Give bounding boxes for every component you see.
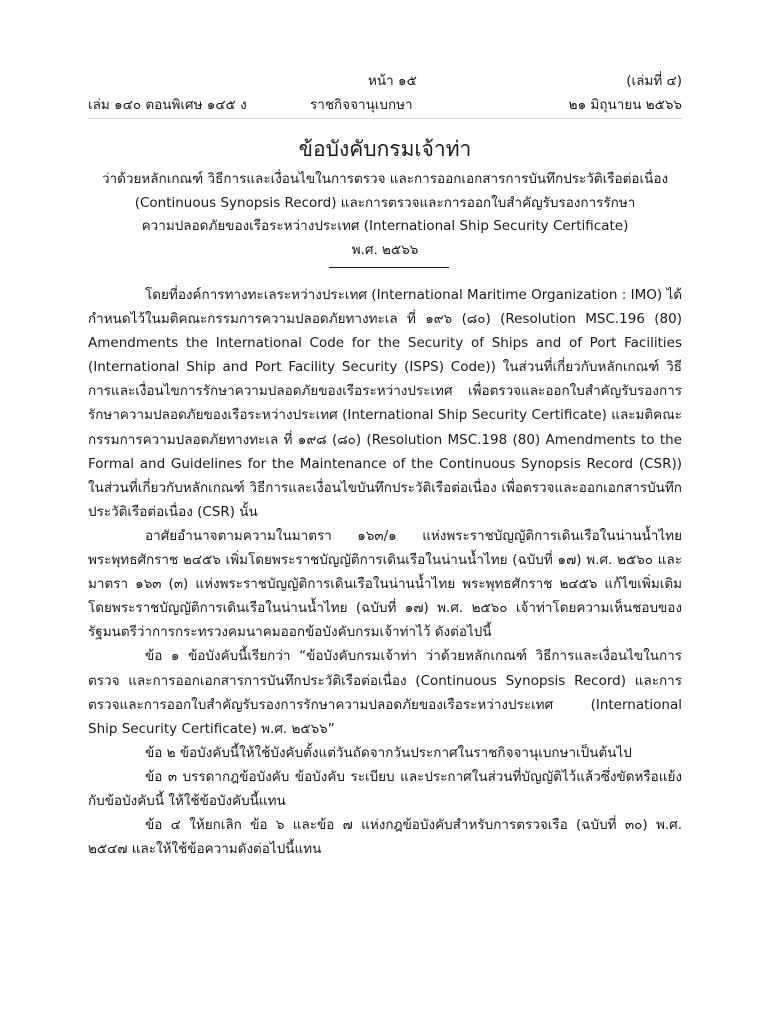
gazette-name: ราชกิจจานุเบกษา bbox=[310, 97, 413, 113]
document-subtitle bbox=[88, 168, 682, 262]
header-row-top bbox=[88, 70, 682, 92]
clause-1: ข้อ ๑ ข้อบังคับนี้เรียกว่า “ข้อบังคับกรมเจ้าท่า ว่าด้วยหลักเกณฑ์ วิธีการและเงื่อนไขในการตรวจ และการออกเอกสารการบันทึกประวัติเรือต่อเนื่อง (Continuous Synopsis Record) และการตรวจและการออกใบสำคัญรับรองการรักษาความปลอดภัยของเรือระหว่างประเทศ (International Ship Security Certificate) พ.ศ. ๒๕๖๖” bbox=[88, 648, 682, 737]
subtitle-line: (Continuous Synopsis Record) และการตรวจและการออกใบสำคัญรับรองการรักษา bbox=[134, 194, 636, 211]
subtitle-line: ว่าด้วยหลักเกณฑ์ วิธีการและเงื่อนไขในการตรวจ และการออกเอกสารการบันทึกประวัติเรือต่อเนื่อง bbox=[101, 171, 669, 187]
subtitle-line: ความปลอดภัยของเรือระหว่างประเทศ (International Ship Security Certificate) bbox=[141, 218, 629, 234]
volume-issue: เล่ม ๑๔๐ ตอนพิเศษ ๑๔๕ ง bbox=[88, 97, 247, 113]
clause-4: ข้อ ๔ ให้ยกเลิก ข้อ ๖ และข้อ ๗ แห่งกฎข้อบังคับสำหรับการตรวจเรือ (ฉบับที่ ๓๐) พ.ศ. ๒๕๔๗ และให้ใช้ข้อความดังต่อไปนี้แทน bbox=[88, 817, 682, 858]
clause-3: ข้อ ๓ บรรดากฎข้อบังคับ ข้อบังคับ ระเบียบ และประกาศในส่วนที่บัญญัติไว้แล้วซึ่งขัดหรือแย้งกับข้อบังคับนี้ ให้ใช้ข้อบังคับนี้แทน bbox=[88, 768, 682, 809]
preamble-paragraph: โดยที่องค์การทางทะเลระหว่างประเทศ (International Maritime Organization : IMO) ได้กำหนดไว้ในมติคณะกรรมการความปลอดภัยทางทะเล ที่ ๑๙๖ (๘๐) (Resolution MSC.196 (80) Amendments the International Code for the Security of Ships and of Port Facilities (International Ship and Port Facility Security (ISPS) Code)) ในส่วนที่เกี่ยวกับหลักเกณฑ์ วิธีการและเงื่อนไขการรักษาความปลอดภัยของเรือระหว่างประเทศ เพื่อตรวจและออกใบสำคัญรับรองการรักษาความปลอดภัยของเรือระหว่างประเทศ (International Ship Security Certificate) และมติคณะกรรมการความปลอดภัยทางทะเล ที่ ๑๙๘ (๘๐) (Resolution MSC.198 (80) Amendments to the Formal and Guidelines for the Maintenance of the Continuous Synopsis Record (CSR)) ในส่วนที่เกี่ยวกับหลักเกณฑ์ วิธีการและเงื่อนไขบันทึกประวัติเรือต่อเนื่อง เพื่อตรวจและออกเอกสารบันทึกประวัติเรือต่อเนื่อง (CSR) นั้น bbox=[88, 287, 682, 520]
subtitle-year: พ.ศ. ๒๕๖๖ bbox=[351, 241, 419, 258]
document-title: ข้อบังคับกรมเจ้าท่า bbox=[298, 137, 472, 161]
volume-book: (เล่มที่ ๔) bbox=[626, 73, 682, 89]
header-divider bbox=[88, 118, 682, 119]
authority-paragraph: อาศัยอำนาจตามความในมาตรา ๑๖๓/๑ แห่งพระราชบัญญัติการเดินเรือในน่านน้ำไทย พระพุทธศักราช ๒๔๕๖ เพิ่มโดยพระราชบัญญัติการเดินเรือในน่านน้ำไทย (ฉบับที่ ๑๗) พ.ศ. ๒๕๖๐ และมาตรา ๑๖๓ (๓) แห่งพระราชบัญญัติการเดินเรือในน่านน้ำไทย พระพุทธศักราช ๒๔๕๖ แก้ไขเพิ่มเติมโดยพระราชบัญญัติการเดินเรือในน่านน้ำไทย (ฉบับที่ ๑๗) พ.ศ. ๒๕๖๐ เจ้าท่าโดยความเห็นชอบของรัฐมนตรีว่าการกระทรวงคมนาคมออกข้อบังคับกรมเจ้าท่าไว้ ดังต่อไปนี้ bbox=[88, 527, 682, 641]
document-body bbox=[88, 283, 682, 861]
clause-2: ข้อ ๒ ข้อบังคับนี้ให้ใช้บังคับตั้งแต่วันถัดจากวันประกาศในราชกิจจานุเบกษาเป็นต้นไป bbox=[145, 744, 632, 761]
header-row-bottom bbox=[88, 94, 682, 116]
page-number: หน้า ๑๕ bbox=[368, 73, 417, 89]
publication-date: ๒๑ มิถุนายน ๒๕๖๖ bbox=[568, 97, 682, 113]
title-underline bbox=[329, 267, 449, 268]
